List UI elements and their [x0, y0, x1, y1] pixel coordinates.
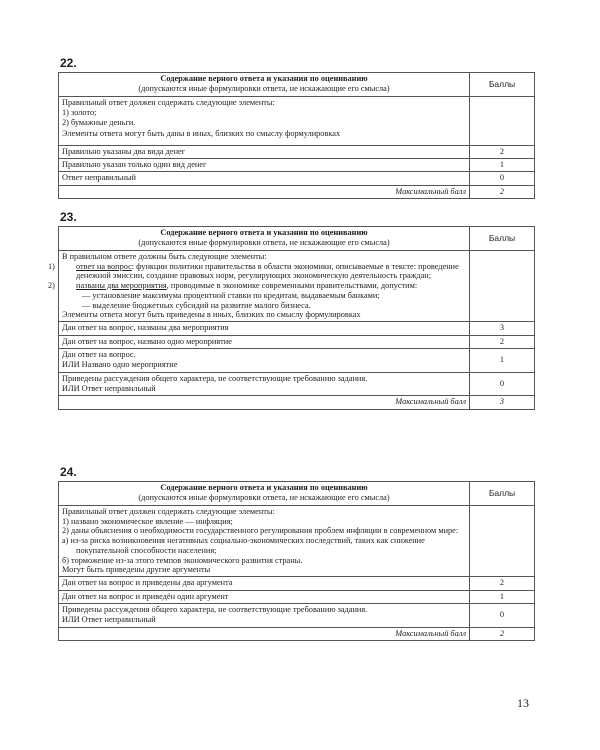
answer-intro: В правильном ответе должны быть следующие элементы:: [62, 251, 267, 261]
max-score-label: Максимальный балл: [59, 396, 470, 409]
answer-outro: Элементы ответа могут быть приведены в иных, близких по смыслу формулировках: [62, 310, 361, 320]
criteria-row: [59, 145, 535, 158]
answer-content: [59, 505, 470, 576]
points-header: Баллы: [470, 73, 535, 97]
answer-item: 2) даны объяснения о необходимости государственного регулирования проблем инфляции в современном мире:: [62, 526, 459, 536]
criteria-row: [59, 590, 535, 603]
answer-item: 1) золото;: [62, 108, 97, 118]
table-header-row: [59, 73, 535, 97]
header-title: Содержание верного ответа и указания по оцениванию: [160, 74, 368, 83]
criteria-score: 1: [470, 159, 535, 172]
criteria-score: 2: [470, 145, 535, 158]
answer-content-row: [59, 505, 535, 576]
content-header: [59, 482, 470, 506]
answer-intro: Правильный ответ должен содержать следующие элементы:: [62, 97, 275, 107]
content-header: [59, 73, 470, 97]
criteria-text: Правильно указаны два вида денег: [59, 145, 470, 158]
question-22-table: [58, 72, 535, 199]
criteria-text: Дан ответ на вопрос и приведены два аргумента: [59, 577, 470, 590]
criteria-row: [59, 172, 535, 185]
answer-content-row: [59, 96, 535, 145]
points-header: Баллы: [470, 227, 535, 251]
criteria-score: 1: [470, 590, 535, 603]
criteria-score: 3: [470, 322, 535, 335]
points-header: Баллы: [470, 482, 535, 506]
header-subtitle: (допускаются иные формулировки ответа, не искажающие его смысла): [138, 238, 390, 248]
answer-item: 1) ответ на вопрос: функции политики правительства в области экономики, описываемые в тексте: проведение денежной эмиссии, создание правовых норм, регулирующих экономическую деятельность граждан;: [48, 261, 459, 281]
answer-content: [59, 96, 470, 145]
answer-content-row: [59, 250, 535, 321]
question-22-number: 22.: [60, 56, 77, 70]
question-23-number: 23.: [60, 210, 77, 224]
criteria-score: 0: [470, 603, 535, 627]
question-23-table: [48, 226, 535, 410]
criteria-row: [59, 322, 535, 335]
question-24-table: [58, 481, 535, 641]
criteria-row: [59, 335, 535, 348]
criteria-text: Дан ответ на вопрос, названы два мероприятия: [59, 322, 470, 335]
answer-subitem: — выделение бюджетных субсидий на развитие малого бизнеса.: [82, 300, 311, 310]
header-title: Содержание верного ответа и указания по оцениванию: [160, 483, 368, 492]
max-score-value: 2: [470, 185, 535, 198]
criteria-row: [59, 577, 535, 590]
criteria-score: 1: [470, 348, 535, 372]
criteria-text: Ответ неправильный: [59, 172, 470, 185]
max-score-value: 2: [470, 627, 535, 640]
max-score-value: 3: [470, 396, 535, 409]
criteria-text: Дан ответ на вопрос, названо одно мероприятие: [59, 335, 470, 348]
criteria-score: 0: [470, 172, 535, 185]
answer-outro: Могут быть приведены другие аргументы: [62, 565, 211, 575]
header-subtitle: (допускаются иные формулировки ответа, не искажающие его смысла): [138, 84, 390, 94]
answer-outro: Элементы ответа могут быть даны в иных, близких по смыслу формулировках: [62, 128, 341, 138]
answer-content: [48, 250, 470, 321]
answer-item: 1) названо экономическое явление — инфляция;: [62, 516, 233, 526]
criteria-row: [59, 372, 535, 396]
criteria-row: [59, 348, 535, 372]
header-subtitle: (допускаются иные формулировки ответа, не искажающие его смысла): [138, 493, 390, 503]
table-header-row: [59, 482, 535, 506]
answer-item: 2) названы два мероприятия, проводимые в экономике современными правительствами, допустим:: [48, 281, 418, 291]
content-header: [59, 227, 470, 251]
criteria-score: 0: [470, 372, 535, 396]
answer-subitem: — установление максимума процентной ставки по кредитам, выдаваемым банками;: [82, 290, 380, 300]
table-header-row: [59, 227, 535, 251]
max-score-row: [59, 627, 535, 640]
criteria-text: Приведены рассуждения общего характера, не соответствующие требованию задания. ИЛИ Ответ неправильный: [59, 372, 470, 396]
answer-item: б) торможение из-за этого темпов экономического развития страны.: [62, 555, 303, 565]
criteria-text: Дан ответ на вопрос. ИЛИ Названо одно мероприятие: [59, 348, 470, 372]
max-score-label: Максимальный балл: [59, 185, 470, 198]
criteria-row: [59, 603, 535, 627]
answer-item: 2) бумажные деньги.: [62, 118, 136, 128]
criteria-text: Дан ответ на вопрос и приведён один аргумент: [59, 590, 470, 603]
max-score-row: [59, 396, 535, 409]
criteria-row: [59, 159, 535, 172]
page-number: 13: [517, 696, 529, 710]
criteria-score: 2: [470, 577, 535, 590]
criteria-text: Приведены рассуждения общего характера, не соответствующие требованию задания. ИЛИ Ответ неправильный: [59, 603, 470, 627]
answer-item: а) из-за риска возникновения негативных социально-экономических последствий, таких как снижение покупательной способности населения;: [62, 536, 425, 555]
max-score-label: Максимальный балл: [59, 627, 470, 640]
question-24-number: 24.: [60, 465, 77, 479]
criteria-score: 2: [470, 335, 535, 348]
answer-intro: Правильный ответ должен содержать следующие элементы:: [62, 506, 275, 516]
header-title: Содержание верного ответа и указания по оцениванию: [160, 228, 368, 237]
criteria-text: Правильно указан только один вид денег: [59, 159, 470, 172]
max-score-row: [59, 185, 535, 198]
